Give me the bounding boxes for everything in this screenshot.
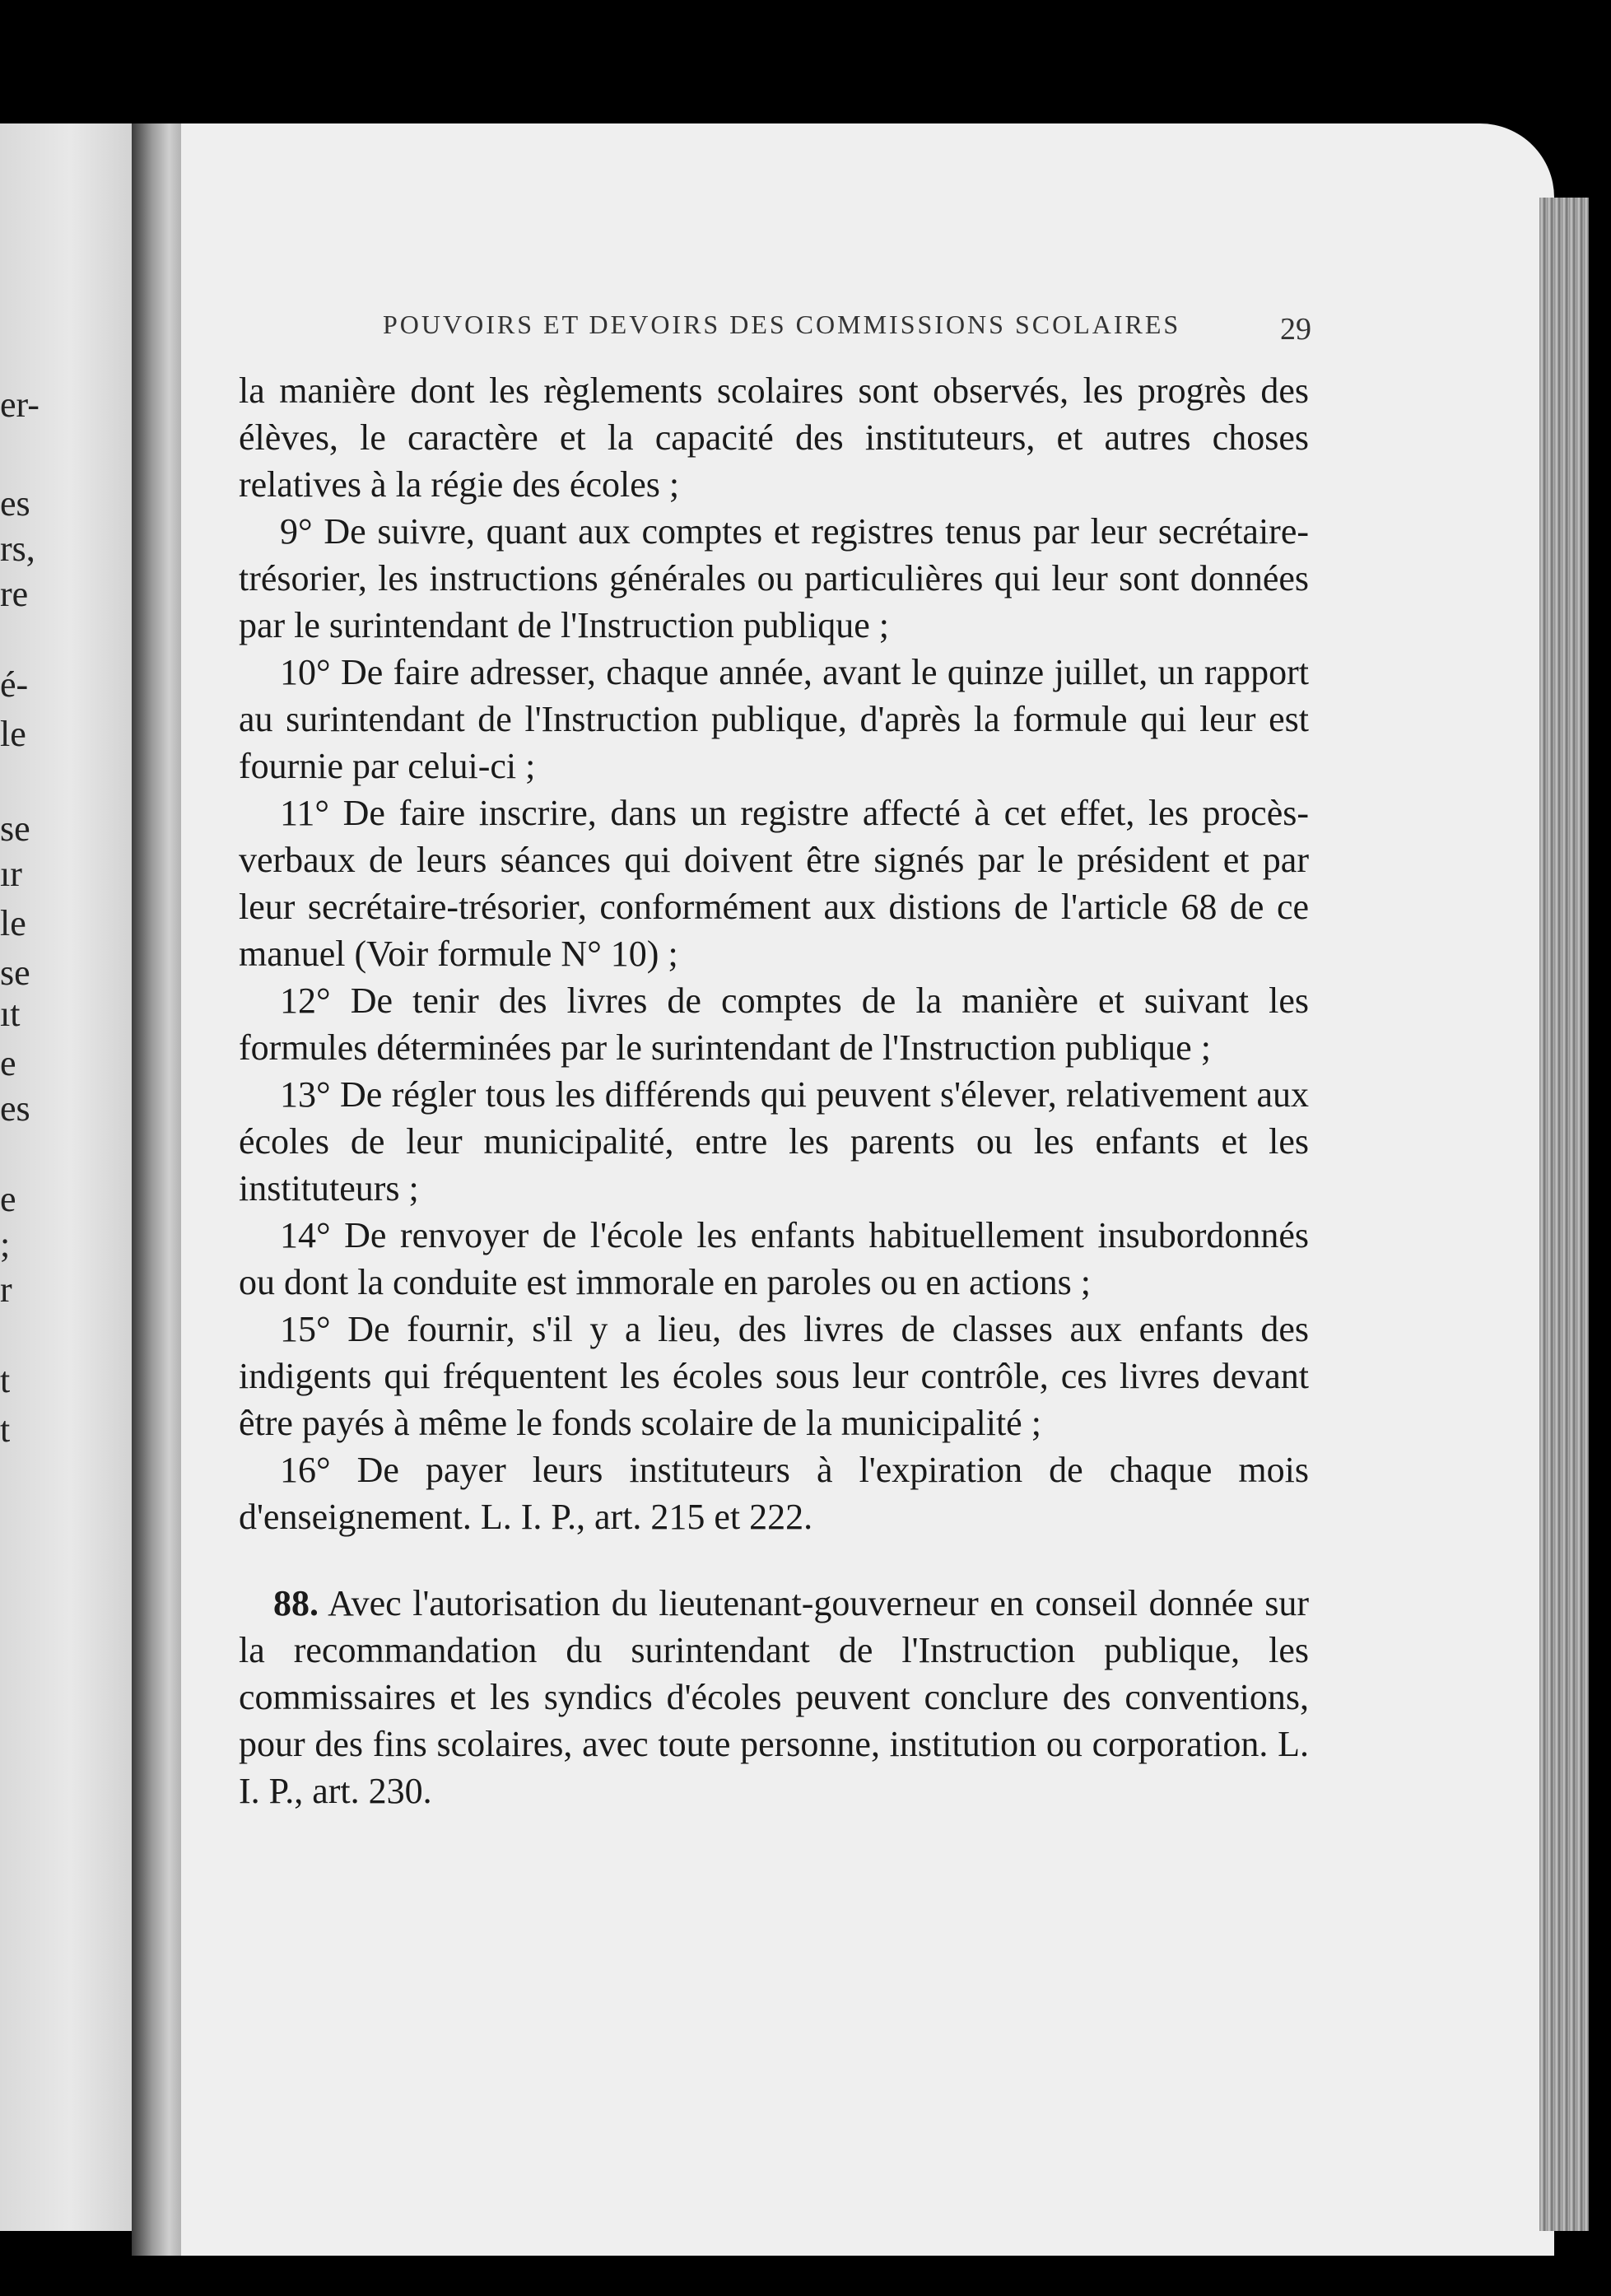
list-item: 15° De fournir, s'il y a lieu, des livres de classes aux enfants des indigents qui fréquentent les écoles sous leur contrôle, ces livres devant être payés à même le fonds scolaire de la municipalité ; xyxy=(239,1309,1309,1443)
left-page-fragment: ır xyxy=(0,854,22,894)
left-page-fragment: rs, xyxy=(0,529,35,569)
left-page-fragment: er- xyxy=(0,384,40,425)
left-page-fragment: re xyxy=(0,574,29,614)
left-page-fragment: le xyxy=(0,903,26,943)
continuation-paragraph: la manière dont les règlements scolaires sont observés, les progrès des élèves, le caractère et la capacité des instituteurs, et autres choses relatives à la régie des écoles ; xyxy=(239,370,1309,505)
article-text: Avec l'autorisation du lieutenant-gouverneur en conseil donnée sur la recommandation du surintendant de l'Instruction publique, les commissaires et les syndics d'écoles peuvent conclure des conventions, pour des fins scolaires, avec toute personne, institution ou corporation. L. I. P., art. 230. xyxy=(239,1583,1309,1811)
left-page-fragment: se xyxy=(0,952,30,993)
list-item: 14° De renvoyer de l'école les enfants habituellement insubordonnés ou dont la conduite est immorale en paroles ou en actions ; xyxy=(239,1215,1309,1302)
left-page-fragment: e xyxy=(0,1179,16,1219)
list-item: 10° De faire adresser, chaque année, avant le quinze juillet, un rapport au surintendant de l'Instruction publique, d'après la formule qui leur est fournie par celui-ci ; xyxy=(239,652,1309,786)
page-body xyxy=(239,367,1309,1814)
running-head: POUVOIRS ET DEVOIRS DES COMMISSIONS SCOLAIRES xyxy=(383,310,1181,339)
page-number: 29 xyxy=(1280,312,1311,347)
left-page-fragment: le xyxy=(0,714,26,754)
left-page-fragment: ıt xyxy=(0,994,21,1034)
list-item: 9° De suivre, quant aux comptes et registres tenus par leur secrétaire-trésorier, les instructions générales ou particulières qui leur sont données par le surintendant de l'Instruction publique ; xyxy=(239,511,1309,645)
list-item: 13° De régler tous les différends qui peuvent s'élever, relativement aux écoles de leur municipalité, entre les parents ou les enfants et les instituteurs ; xyxy=(239,1074,1309,1209)
list-item: 11° De faire inscrire, dans un registre affecté à cet effet, les procès-verbaux de leurs séances qui doivent être signés par le président et par leur secrétaire-trésorier, conformément aux distions de l'article 68 de ce manuel (Voir formule N° 10) ; xyxy=(239,793,1309,974)
article-number: 88. xyxy=(273,1583,319,1623)
left-page-fragment: es xyxy=(0,483,30,524)
left-page-fragment: se xyxy=(0,808,30,849)
page-edges xyxy=(1539,198,1589,2231)
left-page-fragment: ; xyxy=(0,1224,11,1264)
left-page-fragment: r xyxy=(0,1269,12,1310)
list-item: 12° De tenir des livres de comptes de la manière et suivant les formules déterminées par le surintendant de l'Instruction publique ; xyxy=(239,980,1309,1068)
left-page-fragment: t xyxy=(0,1409,11,1450)
left-page-fragment: es xyxy=(0,1088,30,1129)
list-item: 16° De payer leurs instituteurs à l'expiration de chaque mois d'enseignement. L. I. P., art. 215 et 222. xyxy=(239,1450,1309,1537)
article-88 xyxy=(239,1580,1309,1814)
left-page-fragment: é- xyxy=(0,664,29,705)
left-page-fragment: t xyxy=(0,1360,11,1400)
left-page-fragment: e xyxy=(0,1043,16,1083)
